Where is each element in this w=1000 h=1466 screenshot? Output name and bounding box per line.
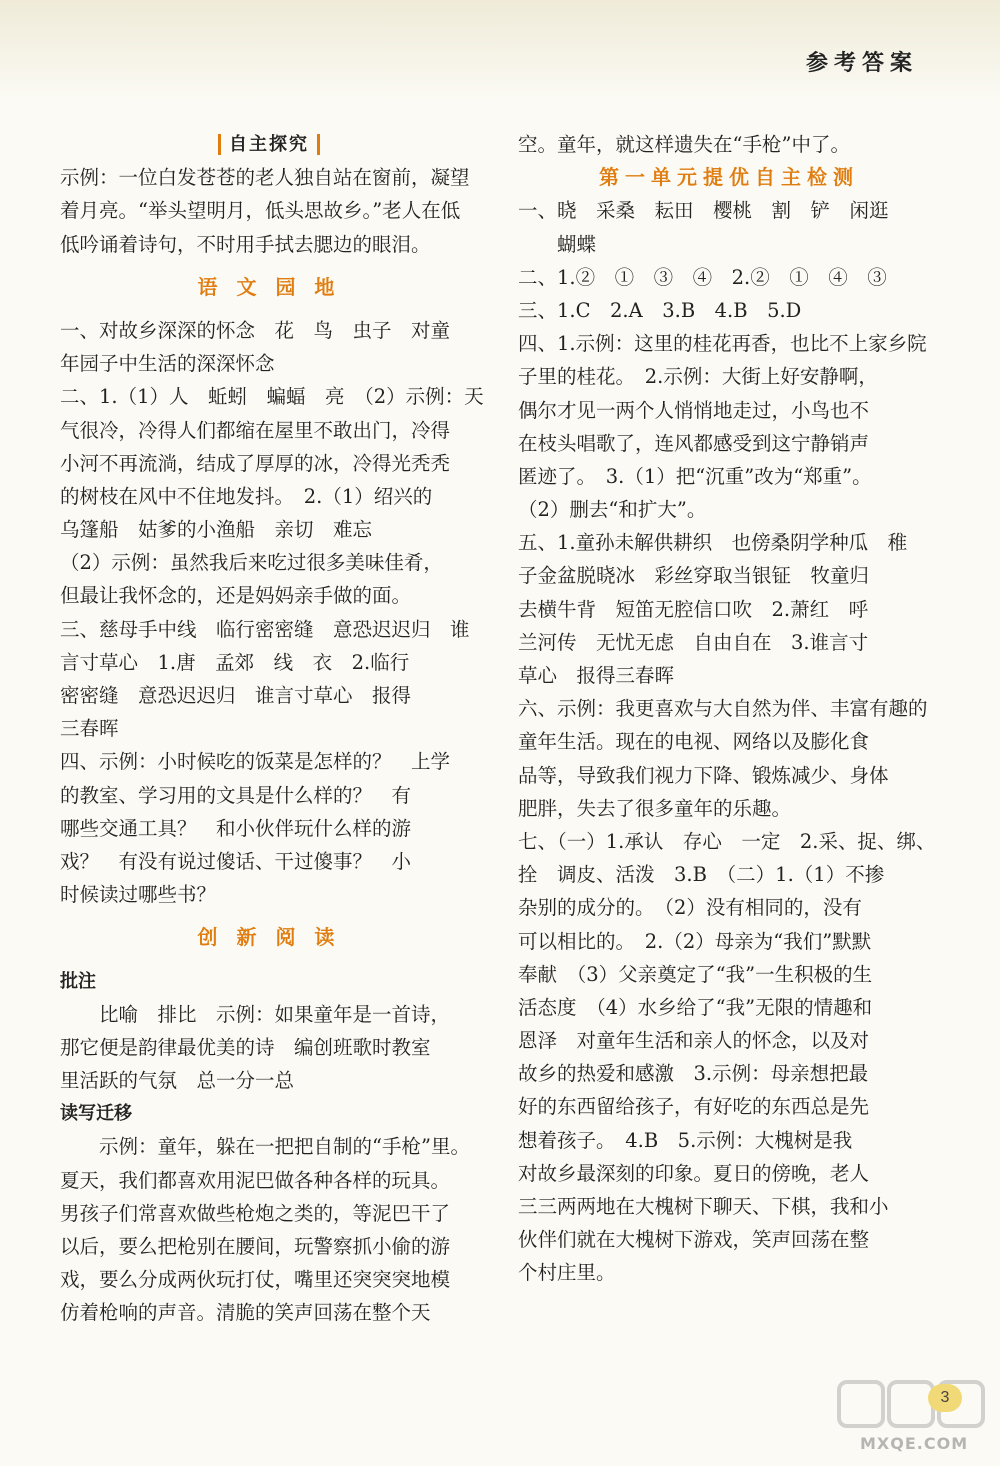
text-line: 哪些交通工具？ 和小伙伴玩什么样的游	[60, 816, 412, 840]
text-line: 三、慈母手中线 临行密密缝 意恐迟迟归 谁	[60, 617, 470, 641]
text-line: 的教室、学习用的文具是什么样的？ 有	[60, 783, 412, 807]
text-line: 比喻 排比 示例：如果童年是一首诗，	[60, 1002, 451, 1026]
text-line: 二、1.② ① ③ ④ 2.② ① ④ ③	[518, 265, 887, 289]
text-line: 草心 报得三春晖	[518, 664, 675, 687]
section-title-chuangxin: 创 新 阅 读	[197, 925, 341, 950]
text-line: 拴 调皮、活泼 3.B （二）1.（1）不掺	[518, 863, 885, 887]
section-title-unit-test: 第一单元提优自主检测	[599, 165, 859, 190]
text-line: 小河不再流淌，结成了厚厚的冰，冷得光秃秃	[60, 451, 451, 475]
text-line: 偶尔才见一两个人悄悄地走过，小鸟也不	[518, 398, 870, 422]
section-title-zizhu: 自主探究	[60, 128, 478, 161]
text-line: 二、1.（1）人 蚯蚓 蝙蝠 亮 （2）示例：天	[60, 385, 484, 409]
text-line: 四、示例：小时候吃的饭菜是怎样的？ 上学	[60, 750, 451, 774]
sub-heading-duxie: 读写迁移	[60, 1103, 132, 1125]
text-line: 夏天，我们都喜欢用泥巴做各种各样的玩具。	[60, 1168, 451, 1192]
text-line: 个村庄里。	[518, 1261, 616, 1285]
text-line: 故乡的热爱和感激 3.示例：母亲想把最	[518, 1062, 869, 1086]
watermark-text: MXQE.COM	[860, 1434, 969, 1453]
text-line: 那它便是韵律最优美的诗 编创班歌时教室	[60, 1035, 431, 1059]
page-header-title: 参考答案	[805, 51, 918, 76]
text-line: 蝴蝶	[518, 232, 597, 256]
text-line: 三三两两地在大槐树下聊天、下棋，我和小	[518, 1195, 889, 1218]
text-line: 六、示例：我更喜欢与大自然为伴、丰富有趣的	[518, 697, 928, 721]
text-line: 示例：童年，躲在一把把自制的“手枪”里。	[60, 1135, 470, 1159]
text-line: 低吟诵着诗句，不时用手拭去腮边的眼泪。	[60, 232, 431, 256]
text-line: 年园子中生活的深深怀念	[60, 352, 275, 376]
text-line: 肥胖，失去了很多童年的乐趣。	[518, 796, 792, 820]
text-line: 时候读过哪些书？	[60, 883, 217, 907]
text-line: 男孩子们常喜欢做些枪炮之类的，等泥巴干了	[60, 1201, 451, 1225]
text-line: 子里的桂花。 2.示例：大街上好安静啊，	[518, 365, 878, 389]
text-line: 以后，要么把枪别在腰间，玩警察抓小偷的游	[60, 1235, 451, 1258]
text-line: 气很冷，冷得人们都缩在屋里不敢出门，冷得	[60, 418, 451, 442]
text-line: 想着孩子。 4.B 5.示例：大槐树是我	[518, 1128, 853, 1152]
page-number: 3	[928, 1384, 962, 1412]
text-line: 戏，要么分成两伙玩打仗，嘴里还突突突地模	[60, 1268, 451, 1292]
text-line: 子金盆脱晓冰 彩丝穿取当银钲 牧童归	[518, 564, 870, 588]
text-line: 密密缝 意恐迟迟归 谁言寸草心 报得	[60, 684, 412, 707]
text-line: 的树枝在风中不住地发抖。 2.（1）绍兴的	[60, 484, 433, 508]
text-line: （2）示例：虽然我后来吃过很多美味佳肴，	[60, 551, 443, 575]
text-line: 一、晓 采桑 耘田 樱桃 割 铲 闲逛	[518, 199, 889, 223]
text-line: 四、1.示例：这里的桂花再香，也比不上家乡院	[518, 332, 927, 356]
text-line: 戏？ 有没有说过傻话、干过傻事？ 小	[60, 849, 412, 873]
text-line: 兰河传 无忧无虑 自由自在 3.谁言寸	[518, 630, 869, 654]
text-line: 三、1.C 2.A 3.B 4.B 5.D	[518, 298, 802, 322]
text-line: 活态度 （4）水乡给了“我”无限的情趣和	[518, 995, 873, 1019]
text-line: 对故乡最深刻的印象。夏日的傍晚，老人	[518, 1161, 870, 1185]
text-line: 空。童年，就这样遗失在“手枪”中了。	[518, 133, 850, 156]
text-line: 五、1.童孙未解供耕织 也傍桑阴学种瓜 稚	[518, 531, 908, 555]
text-line: 奉献 （3）父亲奠定了“我”一生积极的生	[518, 962, 873, 986]
text-line: 童年生活。现在的电视、网络以及膨化食	[518, 730, 870, 754]
text-line: 三春晖	[60, 717, 119, 741]
text-line: 杂别的成分的。 （2）没有相同的，没有	[518, 896, 862, 920]
text-line: 去横牛背 短笛无腔信口吹 2.萧红 呼	[518, 597, 869, 621]
text-line: 一、对故乡深深的怀念 花 鸟 虫子 对童	[60, 318, 451, 342]
text-line: 品等，导致我们视力下降、锻炼减少、身体	[518, 763, 889, 787]
text-line: 乌篷船 姑爹的小渔船 亲切 难忘	[60, 518, 373, 542]
text-line: 仿着枪响的声音。清脆的笑声回荡在整个天	[60, 1301, 431, 1325]
section-title-yuwen: 语 文 园 地	[197, 274, 341, 299]
text-line: 里活跃的气氛 总一分一总	[60, 1069, 295, 1093]
text-line: 可以相比的。 2.（2）母亲为“我们”默默	[518, 929, 872, 953]
text-line: 言寸草心 1.唐 孟郊 线 衣 2.临行	[60, 650, 410, 674]
text-line: 七、（一）1.承认 存心 一定 2.采、捉、绑、	[518, 829, 936, 853]
text-line: 在枝头唱歌了，连风都感受到这宁静销声	[518, 431, 870, 455]
text-line: 示例：一位白发苍苍的老人独自站在窗前，凝望	[60, 166, 470, 190]
text-line: （2）删去“和扩大”。	[518, 498, 707, 522]
text-line: 伙伴们就在大槐树下游戏，笑声回荡在整	[518, 1228, 870, 1252]
sub-heading-pizhu: 批注	[60, 970, 96, 992]
text-line: 恩泽 对童年生活和亲人的怀念，以及对	[518, 1029, 870, 1053]
text-line: 但最让我怀念的，还是妈妈亲手做的面。	[60, 584, 412, 608]
right-column	[518, 128, 940, 1290]
text-line: 匿迹了。 3.（1）把“沉重”改为“郑重”。	[518, 464, 872, 488]
text-line: 好的东西留给孩子，有好吃的东西总是先	[518, 1095, 870, 1119]
text-line: 着月亮。“举头望明月，低头思故乡。”老人在低	[60, 199, 461, 223]
left-column	[60, 128, 484, 1330]
